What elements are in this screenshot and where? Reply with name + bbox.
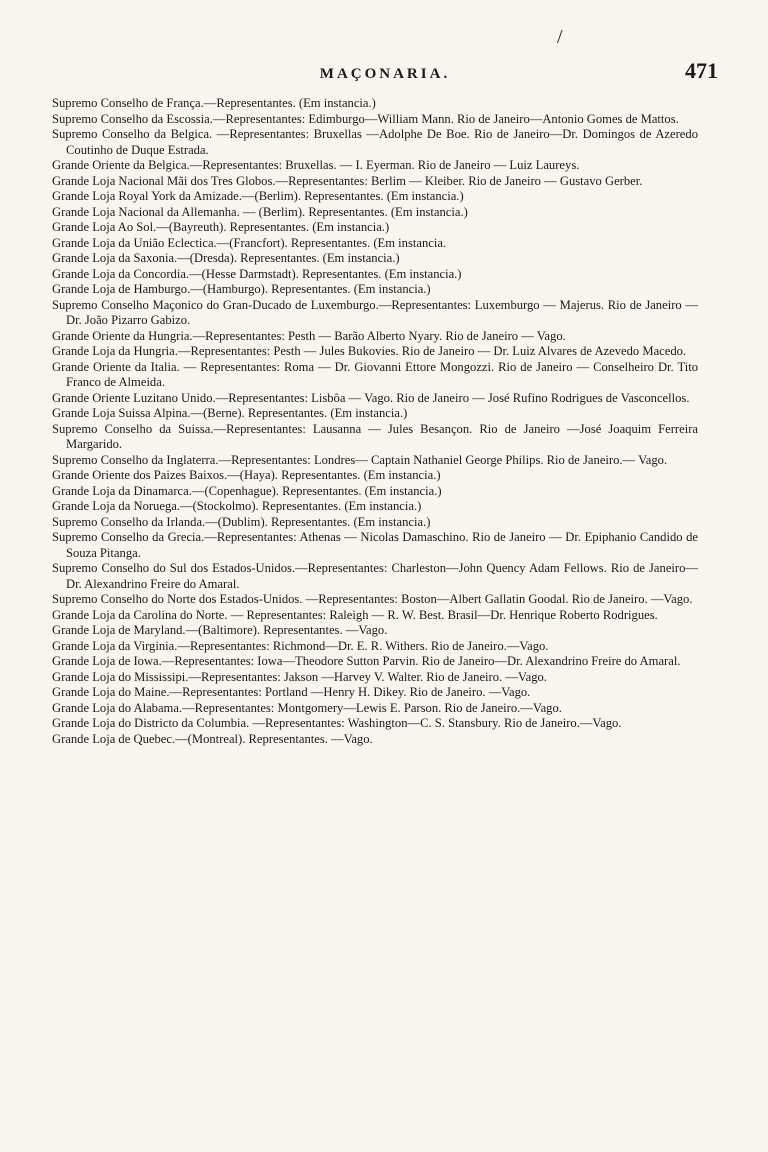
entry: Supremo Conselho da Escossia.—Representantes: Edimburgo—William Mann. Rio de Janeiro—Antonio Gomes de Mattos. <box>52 111 679 126</box>
entry: Grande Oriente da Belgica.—Representantes: Bruxellas. — I. Eyerman. Rio de Janeiro — Luiz Laureys. <box>52 158 580 172</box>
entry: Grande Loja do Mississipi.—Representantes: Jakson —Harvey V. Walter. Rio de Janeiro. —Vago. <box>52 669 547 684</box>
entry: Grande Loja da Dinamarca.—(Copenhague). Representantes. (Em instancia.) <box>52 483 442 498</box>
entry: Grande Loja Ao Sol.—(Bayreuth). Representantes. (Em instancia.) <box>52 220 390 234</box>
entry: Grande Loja Nacional Mãi dos Tres Globos.—Representantes: Berlim — Kleiber. Rio de Janeiro — Gustavo Gerber. <box>52 173 643 188</box>
entry: Supremo Conselho Maçonico do Gran-Ducado de Luxemburgo.—Representantes: Luxemburgo — Majerus. Rio de Janeiro — Dr. João Pizarro Gabizo. <box>52 297 698 327</box>
entry: Supremo Conselho da Belgica. —Representantes: Bruxellas —Adolphe De Boe. Rio de Janeiro—Dr. Domingos de Azeredo Coutinho de Duque Estrada. <box>52 127 698 157</box>
entry: Grande Loja da Hungria.—Representantes: Pesth — Jules Bukovies. Rio de Janeiro — Dr. Luiz Alvares de Azevedo Macedo. <box>52 344 687 358</box>
entry: Supremo Conselho da Grecia.—Representantes: Athenas — Nicolas Damaschino. Rio de Janeiro — Dr. Epiphanio Candido de Souza Pitanga. <box>52 530 698 560</box>
entry: Grande Loja da Noruega.—(Stockolmo). Representantes. (Em instancia.) <box>52 499 422 513</box>
page-title: MAÇONARIA. <box>319 66 451 82</box>
entry: Grande Loja da Saxonia.—(Dresda). Representantes. (Em instancia.) <box>52 251 400 265</box>
entry: Grande Loja do Alabama.—Representantes: Montgomery—Lewis E. Parson. Rio de Janeiro.—Vago. <box>52 700 562 715</box>
entry: Supremo Conselho de França.—Representantes. (Em instancia.) <box>52 96 376 110</box>
entry: Grande Oriente da Hungria.—Representantes: Pesth — Barão Alberto Nyary. Rio de Janeiro — Vago. <box>52 328 566 343</box>
entry: Grande Loja Nacional da Allemanha. — (Berlim). Representantes. (Em instancia.) <box>52 204 468 219</box>
entry: Grande Loja da Virginia.—Representantes: Richmond—Dr. E. R. Withers. Rio de Janeiro.—Vago. <box>52 638 549 653</box>
entry: Grande Oriente Luzitano Unido.—Representantes: Lisbôa — Vago. Rio de Janeiro — José Rufino Rodrigues de Vasconcellos. <box>52 390 690 405</box>
entry: Grande Loja do Districto da Columbia. —Representantes: Washington—C. S. Stansbury. Rio de Janeiro.—Vago. <box>52 716 622 730</box>
entry: Supremo Conselho do Norte dos Estados-Unidos. —Representantes: Boston—Albert Gallatin Goodal. Rio de Janeiro. —Vago. <box>52 592 693 606</box>
entry: Grande Oriente dos Paizes Baixos.—(Haya). Representantes. (Em instancia.) <box>52 468 441 482</box>
entry: Grande Loja do Maine.—Representantes: Portland —Henry H. Dikey. Rio de Janeiro. —Vago. <box>52 685 531 699</box>
entry: Grande Loja de Maryland.—(Baltimore). Representantes. —Vago. <box>52 623 388 637</box>
running-head <box>52 58 718 88</box>
entry: Grande Loja da Concordia.—(Hesse Darmstadt). Representantes. (Em instancia.) <box>52 266 462 281</box>
entry: Grande Loja Royal York da Amizade.—(Berlim). Representantes. (Em instancia.) <box>52 189 464 203</box>
page-number: 471 <box>685 58 718 83</box>
entry: Grande Loja de Hamburgo.—(Hamburgo). Representantes. (Em instancia.) <box>52 282 431 296</box>
entry: Grande Loja da Carolina do Norte. — Representantes: Raleigh — R. W. Best. Brasil—Dr. Henrique Roberto Rodrigues. <box>52 607 658 622</box>
entry: Supremo Conselho da Suissa.—Representantes: Lausanna — Jules Besançon. Rio de Janeiro —José Joaquim Ferreira Margarido. <box>52 421 698 451</box>
entry: Supremo Conselho da Irlanda.—(Dublim). Representantes. (Em instancia.) <box>52 514 431 529</box>
entry: Supremo Conselho da Inglaterra.—Representantes: Londres— Captain Nathaniel George Philips. Rio de Janeiro.— Vago. <box>52 452 668 467</box>
entry: Grande Loja da União Eclectica.—(Francfort). Representantes. (Em instancia. <box>52 235 447 250</box>
entry: Supremo Conselho do Sul dos Estados-Unidos.—Representantes: Charleston—John Quency Adam Fellows. Rio de Janeiro—Dr. Alexandrino Freire do Amaral. <box>52 561 698 591</box>
entry: Grande Loja Suissa Alpina.—(Berne). Representantes. (Em instancia.) <box>52 406 408 420</box>
entry: Grande Loja de Quebec.—(Montreal). Representantes. —Vago. <box>52 731 373 746</box>
margin-tick-mark: / <box>557 26 563 48</box>
entry: Grande Oriente da Italia. — Representantes: Roma — Dr. Giovanni Ettore Mongozzi. Rio de Janeiro — Conselheiro Dr. Tito Franco de Almeida. <box>52 359 698 389</box>
entry: Grande Loja de Iowa.—Representantes: Iowa—Theodore Sutton Parvin. Rio de Janeiro—Dr. Alexandrino Freire do Amaral. <box>52 654 681 668</box>
entry-list <box>52 96 698 747</box>
